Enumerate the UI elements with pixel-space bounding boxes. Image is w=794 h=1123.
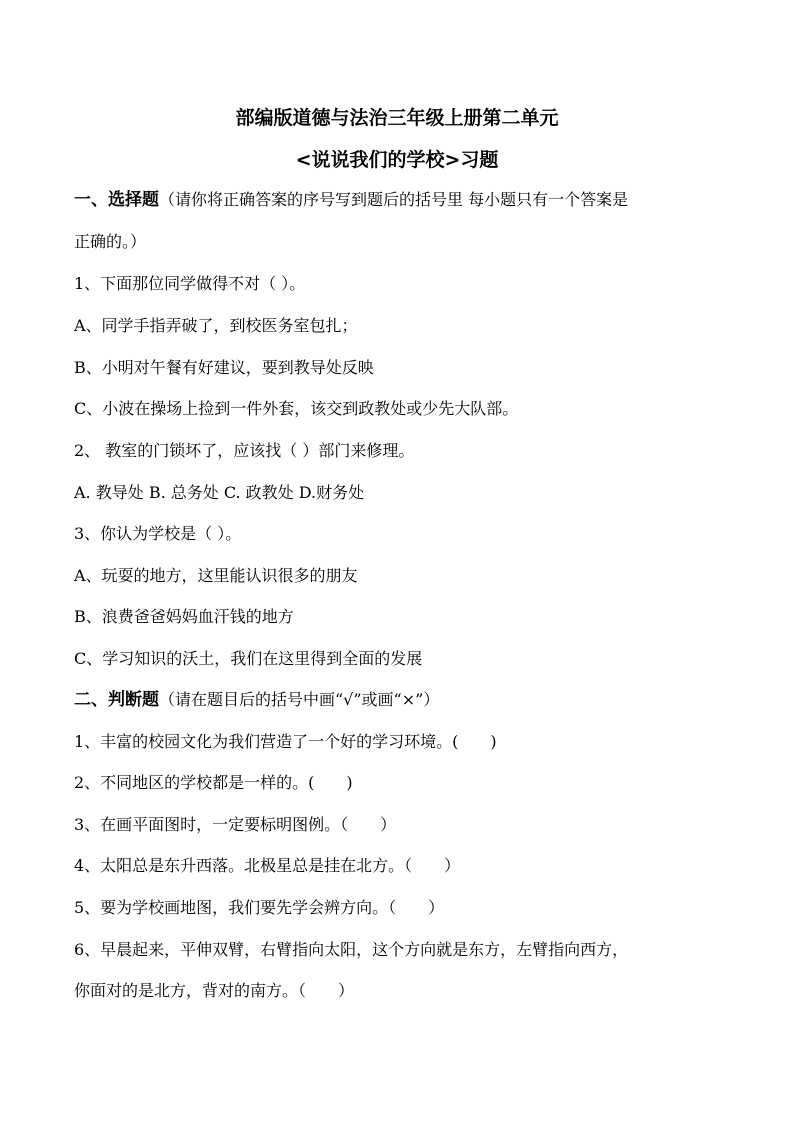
question-text: 2、 教室的门锁坏了，应该找（ ）部门来修理。	[74, 441, 415, 460]
section-2-heading: 二、判断题	[74, 690, 159, 710]
question-text: 3、你认为学校是（ ）。	[74, 524, 242, 543]
answer-option: B、浪费爸爸妈妈血汗钱的地方	[74, 607, 294, 626]
section-1-heading: 一、选择题	[74, 190, 159, 210]
judgement-item: 1、丰富的校园文化为我们营造了一个好的学习环境。( )	[74, 732, 497, 751]
worksheet-title: 部编版道德与法治三年级上册第二单元	[235, 107, 559, 129]
answer-option: A、同学手指弄破了，到校医务室包扎；	[74, 316, 358, 335]
answer-option: A、玩耍的地方，这里能认识很多的朋友	[74, 566, 358, 585]
question-text: 1、下面那位同学做得不对（ ）。	[74, 274, 306, 293]
answer-option: C、学习知识的沃土，我们在这里得到全面的发展	[74, 649, 423, 668]
section-2-instructions: （请在题目后的括号中画“√”或画“×”）	[159, 690, 440, 709]
judgement-item: 6、早晨起来，平伸双臂，右臂指向太阳，这个方向就是东方，左臂指向西方，	[74, 940, 629, 959]
section-1-instructions-cont: 正确的。）	[74, 232, 147, 251]
judgement-item: 3、在画平面图时，一定要标明图例。（ ）	[74, 815, 397, 834]
judgement-item: 4、太阳总是东升西落。北极星总是挂在北方。（ ）	[74, 856, 461, 875]
section-1-instructions: （请你将正确答案的序号写到题后的括号里 每小题只有一个答案是	[159, 190, 629, 209]
section-2-header	[74, 689, 439, 711]
answer-options: A. 教导处 B. 总务处 C. 政教处 D.财务处	[74, 483, 365, 502]
judgement-item-cont: 你面对的是北方，背对的南方。（ ）	[74, 981, 355, 1000]
answer-option: B、小明对午餐有好建议，要到教导处反映	[74, 358, 374, 377]
answer-option: C、小波在操场上捡到一件外套，该交到政教处或少先大队部。	[74, 399, 519, 418]
judgement-item: 5、要为学校画地图，我们要先学会辨方向。（ ）	[74, 898, 445, 917]
section-1-header	[74, 189, 628, 211]
judgement-item: 2、不同地区的学校都是一样的。( )	[74, 773, 353, 792]
worksheet-subtitle: <说说我们的学校>习题	[295, 149, 499, 171]
